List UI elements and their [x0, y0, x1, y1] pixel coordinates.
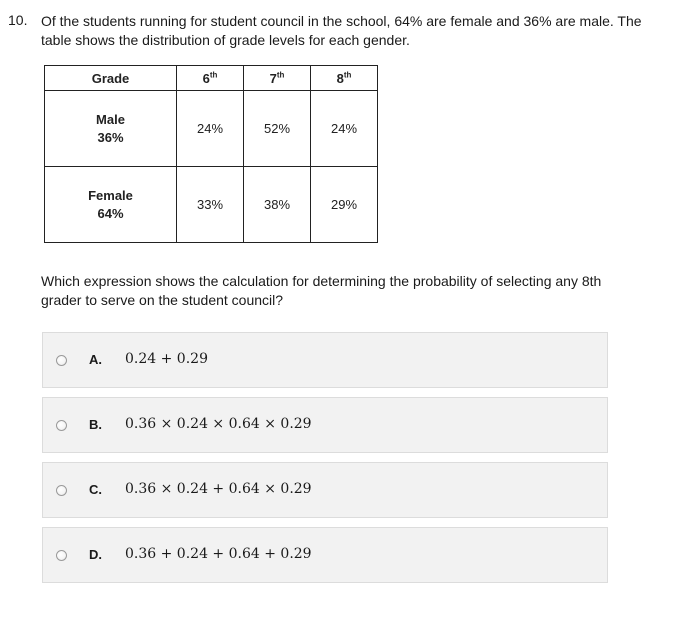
question-stem: Of the students running for student council in the school, 64% are female and 36% are male. The table shows the distribution of grade levels for each gender.: [41, 13, 642, 48]
choice-letter: D.: [89, 547, 102, 562]
header-8th-suffix: th: [343, 70, 352, 80]
choice-letter: A.: [89, 352, 102, 367]
radio-icon[interactable]: [56, 550, 67, 561]
answer-choice-b[interactable]: [42, 397, 608, 453]
grade-distribution-table: [44, 65, 378, 243]
header-6th-number: 6: [202, 70, 210, 86]
female-label: Female: [88, 187, 133, 203]
header-grade: Grade: [45, 66, 177, 91]
header-7th: [244, 66, 311, 91]
row-label-female: [45, 167, 177, 243]
female-6th-value: 33%: [177, 167, 244, 243]
question-number: 10.: [8, 12, 28, 28]
female-7th-value: 38%: [244, 167, 311, 243]
question-prompt: Which expression shows the calculation for determining the probability of selecting any 8th grader to serve on the student council?: [41, 273, 602, 308]
header-8th: [311, 66, 378, 91]
choice-expression: 0.24 + 0.29: [125, 351, 208, 367]
table-header-row: [45, 66, 378, 91]
radio-icon[interactable]: [56, 485, 67, 496]
choice-expression: 0.36 + 0.24 + 0.64 + 0.29: [125, 546, 312, 562]
choice-expression: 0.36 × 0.24 × 0.64 × 0.29: [125, 416, 312, 432]
choice-expression: 0.36 × 0.24 + 0.64 × 0.29: [125, 481, 312, 497]
header-8th-number: 8: [336, 70, 344, 86]
choice-letter: B.: [89, 417, 102, 432]
header-7th-suffix: th: [276, 70, 285, 80]
answer-choice-c[interactable]: [42, 462, 608, 518]
table-row-female: [45, 167, 378, 243]
radio-icon[interactable]: [56, 420, 67, 431]
choice-letter: C.: [89, 482, 102, 497]
male-label: Male: [96, 111, 125, 127]
header-6th-suffix: th: [209, 70, 218, 80]
male-7th-value: 52%: [244, 91, 311, 167]
radio-icon[interactable]: [56, 355, 67, 366]
header-7th-number: 7: [269, 70, 277, 86]
header-6th: [177, 66, 244, 91]
answer-choice-a[interactable]: [42, 332, 608, 388]
male-8th-value: 24%: [311, 91, 378, 167]
row-label-male: [45, 91, 177, 167]
female-8th-value: 29%: [311, 167, 378, 243]
female-share: 64%: [97, 205, 124, 221]
male-6th-value: 24%: [177, 91, 244, 167]
answer-choice-d[interactable]: [42, 527, 608, 583]
table-row-male: [45, 91, 378, 167]
male-share: 36%: [97, 129, 124, 145]
